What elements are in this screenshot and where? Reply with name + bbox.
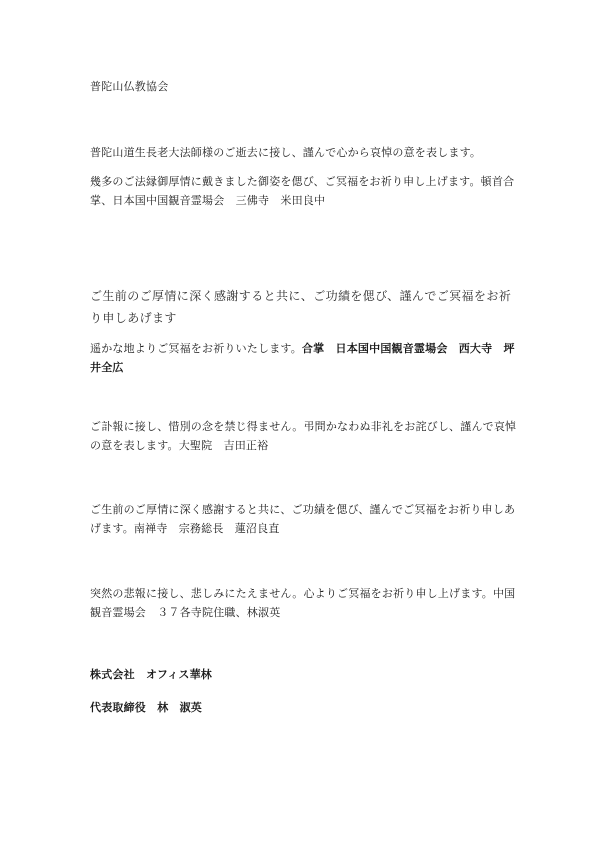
organization-heading: 普陀山仏教協会 (90, 80, 169, 93)
condolence-message-2: 幾多のご法縁御厚情に戴きました御姿を偲び、ご冥福をお祈り申し上げます。頓首合掌、日本国中国観音霊場会 三佛寺 米田良中 (90, 175, 515, 207)
condolence-message-1: 普陀山道生長老大法師様のご逝去に接し、謹んで心から哀悼の意を表します。 (90, 146, 482, 159)
condolence-message-4-text: 遥かな地よりご冥福をお祈りいたします。 (90, 342, 302, 355)
condolence-message-4-signature: 合掌 日本国中国観音霊場会 西大寺 坪井全広 (90, 342, 515, 374)
condolence-message-7: 突然の悲報に接し、悲しみにたえません。心よりご冥福をお祈り申し上げます。中国観音霊場会 ３７各寺院住職、林淑英 (90, 587, 516, 619)
company-name: 株式会社 オフィス華林 (90, 668, 212, 681)
company-representative: 代表取締役 林 淑英 (90, 701, 202, 714)
condolence-message-3: ご生前のご厚情に深く感謝すると共に、ご功績を偲び、謹んでご冥福をお祈り申しあげます (90, 289, 512, 325)
condolence-message-4 (90, 339, 522, 377)
condolence-message-6: ご生前のご厚情に深く感謝すると共に、ご功績を偲び、謹んでご冥福をお祈り申しあげます。南禅寺 宗務総長 蓮沼良直 (90, 503, 516, 535)
condolence-message-5: ご訃報に接し、惜別の念を禁じ得ません。弔問かなわぬ非礼をお詫びし、謹んで哀悼の意を表します。大聖院 吉田正裕 (90, 420, 517, 452)
